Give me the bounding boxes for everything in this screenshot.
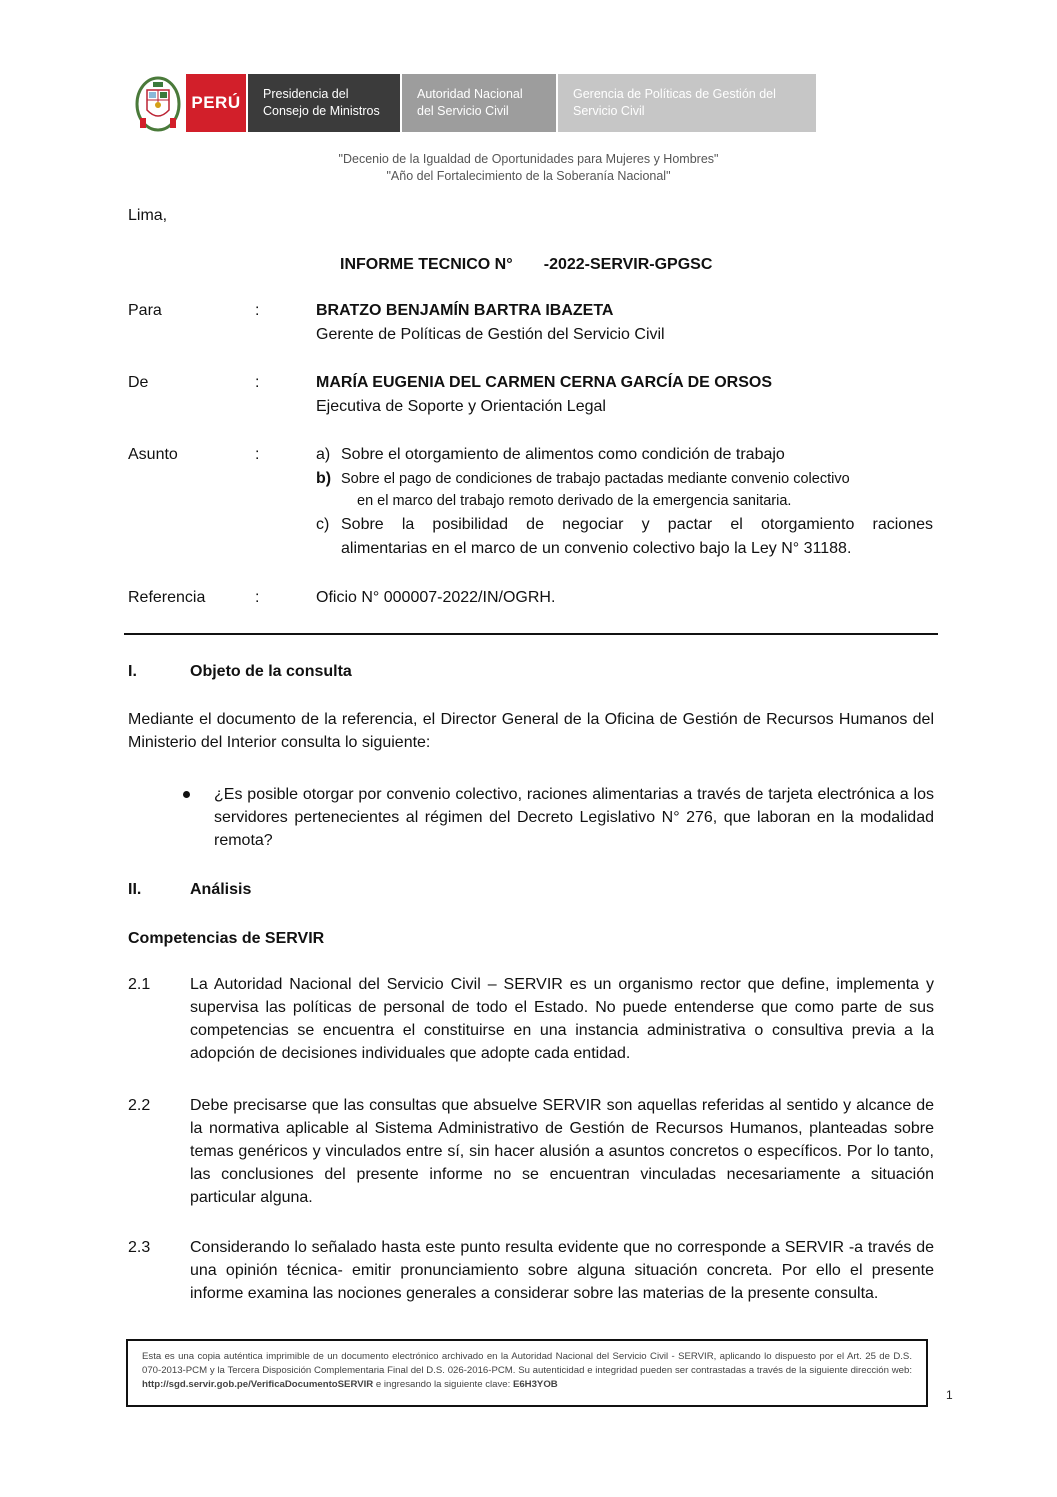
subject-c-line1: Sobre la posibilidad de negociar y pactar el otorgamiento raciones — [341, 516, 933, 533]
report-title: INFORME TECNICO N° -2022-SERVIR-GPGSC — [340, 256, 713, 273]
subject-a: Sobre el otorgamiento de alimentos como condición de trabajo — [341, 446, 785, 463]
subject-b-line2: en el marco del trabajo remoto derivado de la emergencia sanitaria. — [357, 493, 792, 509]
subject-b-marker: b) — [316, 470, 332, 487]
header-servir: Autoridad Nacional del Servicio Civil — [402, 74, 556, 132]
motto-line2: "Año del Fortalecimiento de la Soberanía Nacional" — [386, 169, 671, 183]
colon: : — [255, 374, 260, 391]
p21-number: 2.1 — [128, 976, 151, 993]
notice-text-2: e ingresando la siguiente clave: — [375, 1379, 511, 1390]
colon: : — [255, 446, 260, 463]
subject-b-line1: Sobre el pago de condiciones de trabajo pactadas mediante convenio colectivo — [341, 471, 850, 487]
p23-text: Considerando lo señalado hasta este punto resulta evidente que no corresponde a SERVIR -a través de una opinión técnica- emitir pronunciamiento sobre alguna situación concreta. Por ello el presente informe examina las nociones generales a considerar sobre las materias de la presente consulta. — [190, 1239, 934, 1302]
p21-text: La Autoridad Nacional del Servicio Civil – SERVIR es un organismo rector que define, implementa y supervisa las políticas de personal de todo el Estado. No puede entenderse que como parte de sus competencias se encuentra el constituirse en una instancia administrativa o consultiva previa a la adopción de decisiones individuales que adopte cada entidad. — [190, 976, 934, 1062]
colon: : — [255, 302, 260, 319]
place: Lima, — [128, 207, 168, 224]
coat-of-arms-icon — [134, 74, 182, 134]
section2-subtitle: Competencias de SERVIR — [128, 930, 325, 947]
to-label: Para — [128, 302, 162, 319]
from-name: MARÍA EUGENIA DEL CARMEN CERNA GARCÍA DE ORSOS — [316, 374, 773, 391]
motto-line1: "Decenio de la Igualdad de Oportunidades para Mujeres y Hombres" — [338, 152, 719, 166]
section1-intro: Mediante el documento de la referencia, el Director General de la Oficina de Gestión de Recursos Humanos del Ministerio del Interior consulta lo siguiente: — [128, 711, 934, 751]
section1-title: Objeto de la consulta — [190, 663, 352, 680]
reference-label: Referencia — [128, 589, 206, 606]
peru-logo: PERÚ — [186, 74, 246, 132]
notice-text: Esta es una copia auténtica imprimible de un documento electrónico archivado en la Autoridad Nacional del Servicio Civil - SERVIR, aplicando lo dispuesto por el Art. 25 de D.S. 070-2013-PCM y la Tercera Disposición Complementaria Final del D.S. 026-2016-PCM. Su autenticidad e integridad pueden ser contrastadas a través de la siguiente dirección web: — [142, 1351, 912, 1376]
verification-key: E6H3YOB — [512, 1379, 558, 1390]
header-gerencia: Gerencia de Políticas de Gestión del Servicio Civil — [558, 74, 816, 132]
to-role: Gerente de Políticas de Gestión del Servicio Civil — [316, 326, 665, 343]
reference: Oficio N° 000007-2022/IN/OGRH. — [316, 589, 556, 606]
colon: : — [255, 589, 260, 606]
header-pcm: Presidencia del Consejo de Ministros — [248, 74, 400, 132]
p23-number: 2.3 — [128, 1239, 151, 1256]
section1-number: I. — [128, 663, 137, 680]
from-label: De — [128, 374, 149, 391]
to-name: BRATZO BENJAMÍN BARTRA IBAZETA — [316, 302, 614, 319]
subject-label: Asunto — [128, 446, 178, 463]
page-number: 1 — [946, 1388, 953, 1402]
section2-number: II. — [128, 881, 142, 898]
divider — [124, 633, 938, 635]
p22-text: Debe precisarse que las consultas que absuelve SERVIR son aquellas referidas al sentido y alcance de la normativa aplicable al Sistema Administrativo de Gestión de Recursos Humanos, planteadas sobre temas genéricos y vinculados entre sí, sin hacer alusión a asuntos concretos o específicos. Por lo tanto, las conclusiones del presente informe no se encuentran vinculadas necesariamente a situación particular alguna. — [190, 1097, 934, 1206]
section2-title: Análisis — [190, 881, 252, 898]
subject-c-line2: alimentarias en el marco de un convenio colectivo bajo la Ley N° 31188. — [341, 540, 852, 557]
verification-url[interactable]: http://sgd.servir.gob.pe/VerificaDocumentoSERVIR — [142, 1379, 374, 1390]
subject-a-marker: a) — [316, 446, 331, 463]
authenticity-notice — [126, 1339, 928, 1407]
bullet-icon — [183, 791, 190, 798]
p22-number: 2.2 — [128, 1097, 151, 1114]
subject-c-marker: c) — [316, 516, 330, 533]
section1-question: ¿Es posible otorgar por convenio colectivo, raciones alimentarias a través de tarjeta electrónica a los servidores pertenecientes al régimen del Decreto Legislativo N° 276, que laboran en la modalidad remota? — [214, 786, 934, 849]
from-role: Ejecutiva de Soporte y Orientación Legal — [316, 398, 606, 415]
